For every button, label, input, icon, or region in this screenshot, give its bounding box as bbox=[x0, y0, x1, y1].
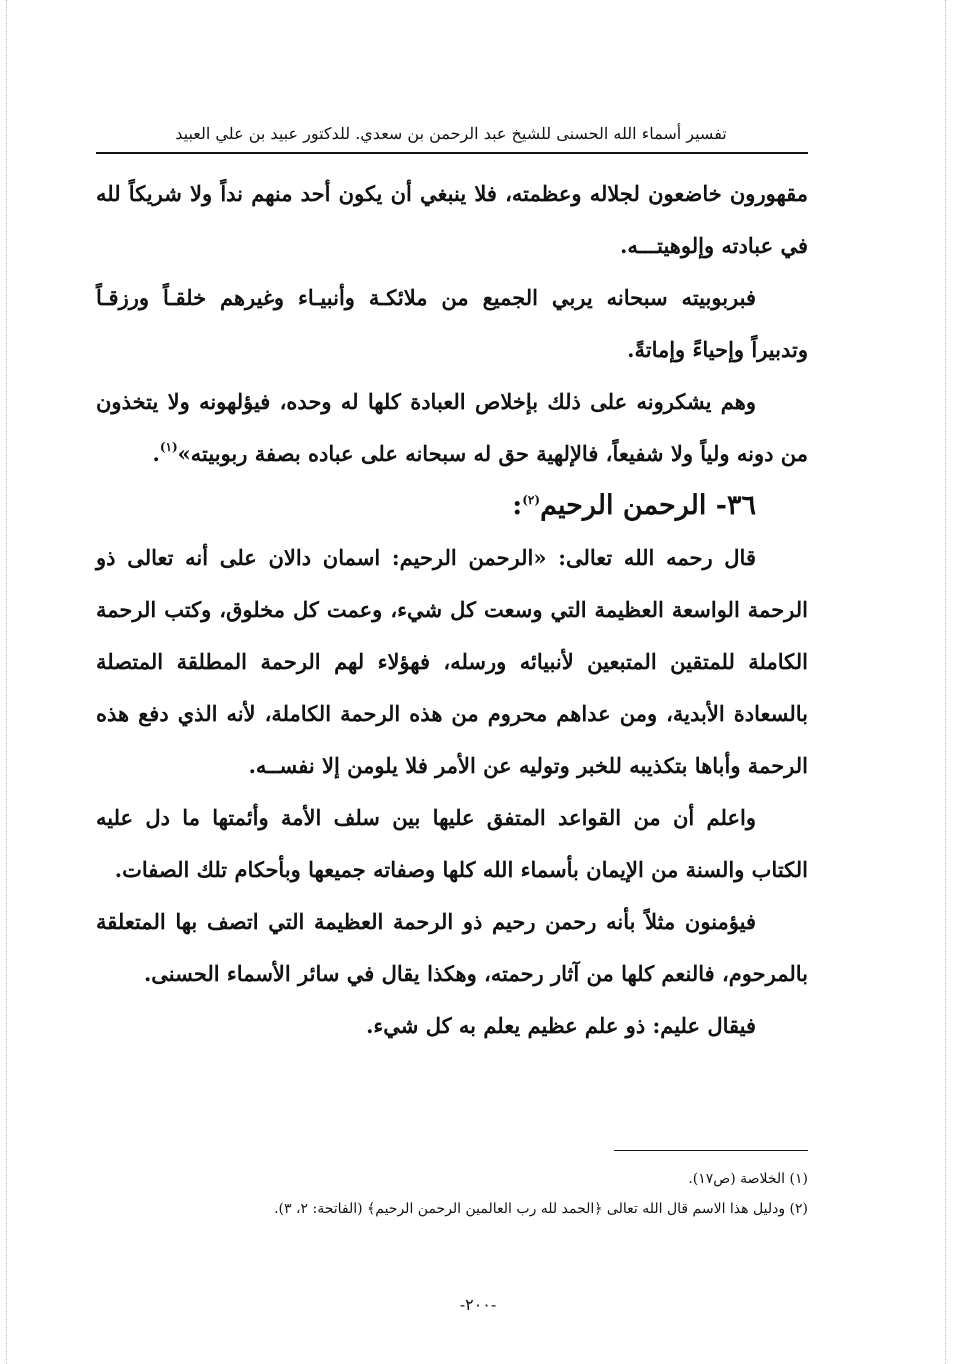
paragraph-3-end: . bbox=[152, 441, 160, 466]
paragraph-6: فيؤمنون مثلاً بأنه رحمن رحيم ذو الرحمة العظيمة التي اتصف بها المتعلقة بالمرحوم، فالنعم كلها من آثار رحمته، وهكذا يقال في سائر الأسماء الحسنى. bbox=[96, 909, 808, 986]
footnote-marker-2: (٢) bbox=[522, 493, 541, 507]
footnote-2: (٢) ودليل هذا الاسم قال الله تعالى ﴿الحمد لله رب العالمين الرحمن الرحيم﴾ (الفاتحة: ٢، ٣). bbox=[274, 1201, 808, 1217]
page-number: -٢٠٠- bbox=[459, 1295, 497, 1314]
footnote-1: (١) الخلاصة (ص١٧). bbox=[688, 1171, 808, 1187]
section-heading bbox=[96, 480, 808, 532]
paragraph-3 bbox=[96, 376, 808, 480]
paragraph-3-text: وهم يشكرونه على ذلك بإخلاص العبادة كلها له وحده، فيؤلهونه ولا يتخذون من دونه ولياً ولا شفيعاً، فالإلهية حق له سبحانه على عباده بصفة ربوبيته» bbox=[96, 389, 808, 466]
footnote-marker-1: (١) bbox=[159, 440, 178, 454]
paragraph-1: مقهورون خاضعون لجلاله وعظمته، فلا ينبغي أن يكون أحد منهم نداً ولا شريكاً لله في عبادته وإلوهيتـــه. bbox=[96, 181, 808, 258]
scan-edge-right bbox=[945, 0, 948, 1364]
running-header: تفسير أسماء الله الحسنى للشيخ عبد الرحمن بن سعدي. للدكتور عبيد بن علي العبيد bbox=[175, 124, 727, 143]
paragraph-5: واعلم أن من القواعد المتفق عليها بين سلف الأمة وأئمتها ما دل عليه الكتاب والسنة من الإيمان بأسماء الله كلها وصفاته جميعها وبأحكام تلك الصفات. bbox=[96, 805, 808, 882]
scan-edge-left bbox=[6, 0, 9, 1364]
paragraph-7: فيقال عليم: ذو علم عظيم يعلم به كل شيء. bbox=[366, 1013, 756, 1038]
section-heading-end: : bbox=[512, 490, 523, 521]
body-text bbox=[96, 168, 808, 1052]
paragraph-2: فبربوبيته سبحانه يربي الجميع من ملائكـة وأنبيـاء وغيرهم خلقـاً ورزقـاً وتدبيراً وإحياءً وإماتةً. bbox=[96, 285, 808, 362]
header-rule bbox=[96, 152, 808, 154]
footnote-rule bbox=[614, 1150, 808, 1151]
section-heading-text: ٣٦- الرحمن الرحيم bbox=[540, 490, 756, 521]
footnotes bbox=[96, 1164, 808, 1224]
paragraph-4: قال رحمه الله تعالى: «الرحمن الرحيم: اسمان دالان على أنه تعالى ذو الرحمة الواسعة العظيمة التي وسعت كل شيء، وعمت كل مخلوق، وكتب الرحمة الكاملة للمتقين المتبعين لأنبيائه ورسله، فهؤلاء لهم الرحمة المطلقة المتصلة بالسعادة الأبدية، ومن عداهم محروم من هذه الرحمة الكاملة، لأنه الذي دفع هذه الرحمة وأباها بتكذيبه للخبر وتوليه عن الأمر فلا يلومن إلا نفســه. bbox=[96, 545, 808, 778]
